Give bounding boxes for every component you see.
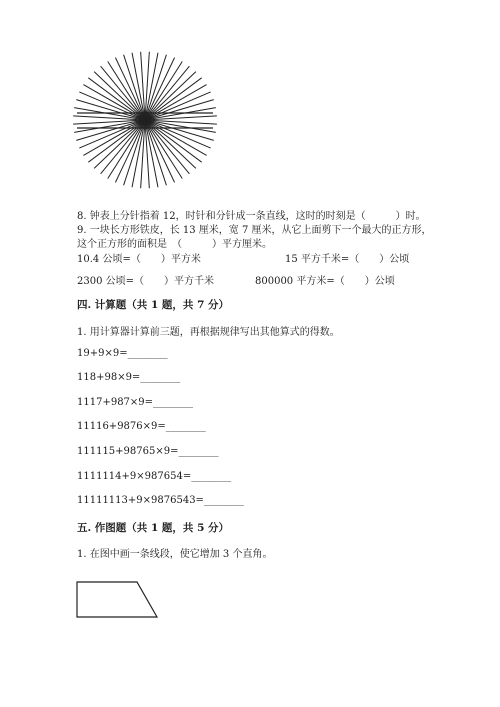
calc-item: 19+9×9=________ xyxy=(77,348,168,359)
calc-item: 1111114+9×987654=________ xyxy=(77,471,232,482)
question-10c: 2300 公顷=（ ）平方千米 xyxy=(77,276,215,287)
question-8: 8. 钟表上分针指着 12，时针和分针成一条直线，这时的时刻是（ ）时。 xyxy=(77,211,426,222)
calc-item: 118+98×9=________ xyxy=(77,372,181,383)
calc-item: 11116+9876×9=________ xyxy=(77,421,206,432)
question-10d: 800000 平方米=（ ）公顷 xyxy=(255,276,395,287)
question-9-line1: 9. 一块长方形铁皮，长 13 厘米，宽 7 厘米，从它上面剪下一个最大的正方形， xyxy=(77,225,432,236)
calc-item: 1117+987×9=________ xyxy=(77,397,194,408)
trapezoid-shape xyxy=(77,582,157,617)
calc-item: 11111113+9×9876543=________ xyxy=(77,495,244,506)
question-9-line2: 这个正方形的面积是 （ ）平方厘米。 xyxy=(77,239,272,250)
question-10b: 15 平方千米=（ ）公顷 xyxy=(285,254,410,265)
section-4-question-1: 1. 用计算器计算前三题，再根据规律写出其他算式的得数。 xyxy=(77,327,340,338)
question-10a: 10.4 公顷=（ ）平方米 xyxy=(77,254,201,265)
section-5-heading: 五. 作图题（共 1 题，共 5 分） xyxy=(77,522,230,534)
section-5-question-1: 1. 在图中画一条线段，使它增加 3 个直角。 xyxy=(77,549,273,560)
section-4-heading: 四. 计算题（共 1 题，共 7 分） xyxy=(77,299,230,311)
calc-item: 111115+98765×9=________ xyxy=(77,446,219,457)
